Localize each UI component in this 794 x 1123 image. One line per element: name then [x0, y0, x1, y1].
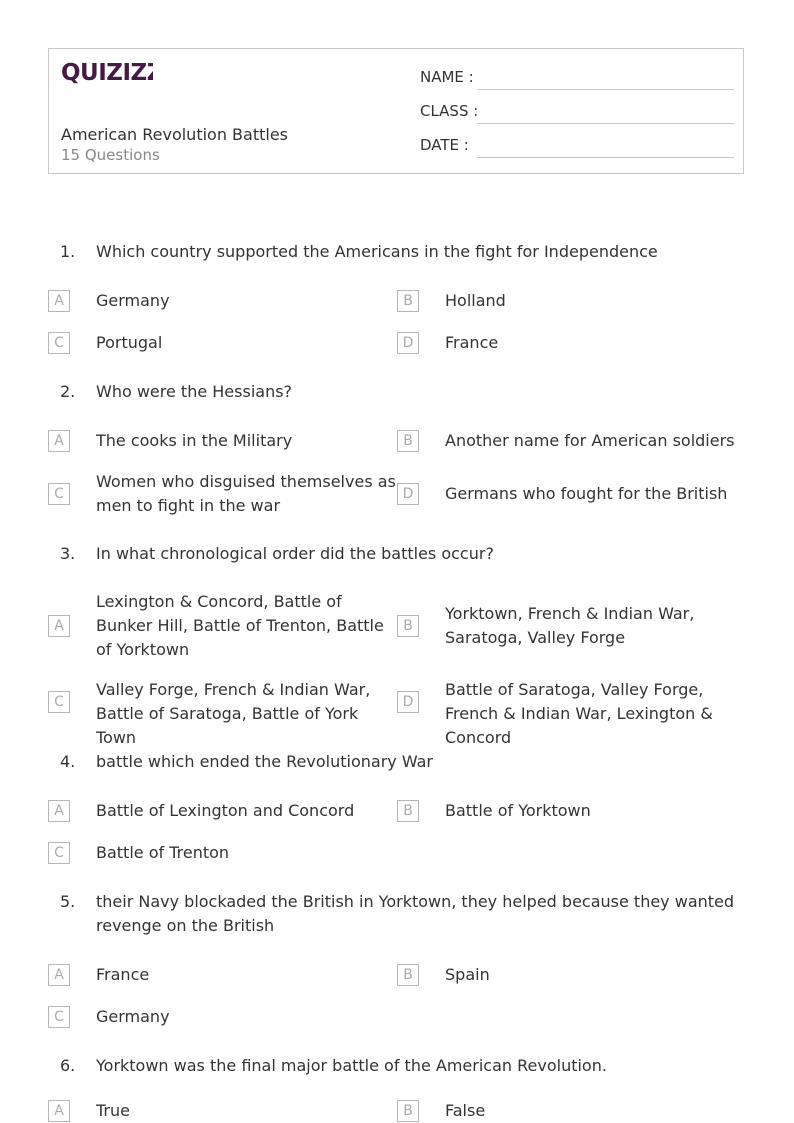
option-letter-box: B: [397, 800, 419, 822]
option-text: The cooks in the Military: [96, 431, 293, 450]
quizizz-logo: [61, 59, 153, 91]
option-letter-box: D: [397, 332, 419, 354]
question-number: 1.: [60, 242, 76, 261]
question-number: 6.: [60, 1056, 76, 1075]
option-text: Valley Forge, French & Indian War, Battle of Saratoga, Battle of York Town: [96, 680, 371, 747]
option-text: Germany: [96, 1007, 170, 1026]
option-letter-box: A: [48, 290, 70, 312]
class-field-line[interactable]: [477, 123, 734, 124]
option-text: Women who disguised themselves as men to fight in the war: [96, 472, 396, 515]
option-letter-box: D: [397, 483, 419, 505]
option-letter-box: C: [48, 691, 70, 713]
option-letter-box: B: [397, 290, 419, 312]
question-text: Yorktown was the final major battle of the American Revolution.: [96, 1056, 607, 1075]
option-letter-box: A: [48, 964, 70, 986]
question-number: 2.: [60, 382, 76, 401]
option-letter-box: C: [48, 332, 70, 354]
option-letter-box: B: [397, 1100, 419, 1122]
option-letter-box: C: [48, 483, 70, 505]
question-text: Who were the Hessians?: [96, 382, 293, 401]
option-letter-box: B: [397, 430, 419, 452]
quizizz-logo-mark: [61, 59, 153, 87]
question-text: their Navy blockaded the British in Yorktown, they helped because they wanted revenge on the British: [96, 892, 735, 935]
option-letter-box: A: [48, 1100, 70, 1122]
name-field[interactable]: [420, 68, 734, 90]
question-number: 4.: [60, 752, 76, 771]
worksheet-header: [48, 48, 744, 174]
option-text: Battle of Saratoga, Valley Forge, French & Indian War, Lexington & Concord: [445, 680, 713, 747]
date-field-label: DATE :: [420, 136, 469, 154]
option-text: Lexington & Concord, Battle of Bunker Hill, Battle of Trenton, Battle of Yorktown: [96, 592, 384, 659]
date-field-line[interactable]: [477, 157, 734, 158]
option-letter-box: D: [397, 691, 419, 713]
worksheet-title: American Revolution Battles: [61, 125, 288, 144]
option-text: France: [445, 333, 499, 352]
name-field-label: NAME :: [420, 68, 474, 86]
svg-text:QUIZIZZ: QUIZIZZ: [61, 60, 153, 86]
question-text: In what chronological order did the battles occur?: [96, 544, 494, 563]
option-letter-box: C: [48, 842, 70, 864]
option-text: Battle of Lexington and Concord: [96, 801, 355, 820]
option-text: True: [96, 1101, 130, 1120]
option-letter-box: C: [48, 1006, 70, 1028]
option-text: Germans who fought for the British: [445, 484, 728, 503]
question-number: 5.: [60, 892, 76, 911]
option-text: Holland: [445, 291, 506, 310]
question-text: battle which ended the Revolutionary War: [96, 752, 433, 771]
option-text: Germany: [96, 291, 170, 310]
option-text: Battle of Trenton: [96, 843, 230, 862]
option-text: Battle of Yorktown: [445, 801, 591, 820]
option-letter-box: A: [48, 800, 70, 822]
option-letter-box: A: [48, 615, 70, 637]
class-field[interactable]: [420, 102, 734, 124]
option-text: Another name for American soldiers: [445, 431, 735, 450]
question-text: Which country supported the Americans in the fight for Independence: [96, 242, 658, 261]
option-text: Portugal: [96, 333, 163, 352]
option-letter-box: B: [397, 615, 419, 637]
date-field[interactable]: [420, 136, 734, 158]
option-text: False: [445, 1101, 486, 1120]
name-field-line[interactable]: [477, 89, 734, 90]
option-letter-box: A: [48, 430, 70, 452]
question-count: 15 Questions: [61, 146, 160, 164]
option-text: France: [96, 965, 150, 984]
option-text: Yorktown, French & Indian War, Saratoga, Valley Forge: [445, 604, 695, 647]
class-field-label: CLASS :: [420, 102, 479, 120]
question-number: 3.: [60, 544, 76, 563]
option-text: Spain: [445, 965, 490, 984]
option-letter-box: B: [397, 964, 419, 986]
